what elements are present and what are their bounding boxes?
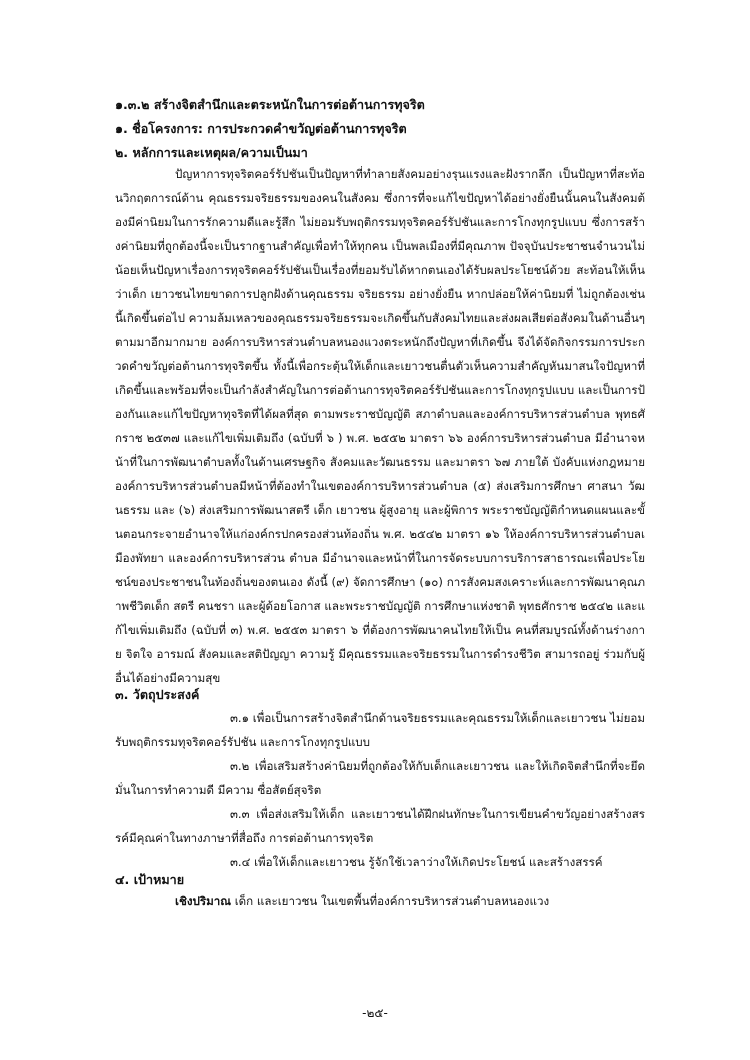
objective-item: ๓.๔ เพื่อให้เด็กและเยาวชน รู้จักใช้เวลาว่างให้เกิดประโยชน์ และสร้างสรรค์ [230, 855, 603, 869]
targets-body [115, 889, 645, 913]
project-name-heading: ๑. ชื่อโครงการ: การประกวดคำขวัญต่อต้านการทุจริต [115, 121, 407, 136]
rationale-paragraph: ปัญหาการทุจริตคอร์รัปชันเป็นปัญหาที่ทำลายสังคมอย่างรุนแรงและฝังรากลึก เป็นปัญหาที่สะท้อนวิกฤตการณ์ด้าน คุณธรรมจริยธรรมของคนในสังคม ซึ่งการที่จะแก้ไขปัญหาได้อย่างยั่งยืนนั้นคนในสังคมต้องมีค่านิยมในการรักความดีและรู้สึก ไม่ยอมรับพฤติกรรมทุจริตคอร์รัปชันและการโกงทุกรูปแบบ ซึ่งการสร้างค่านิยมที่ถูกต้องนี้จะเป็นรากฐานสำคัญเพื่อทำให้ทุกคน เป็นพลเมืองที่มีคุณภาพ ปัจจุบันประชาชนจำนวนไม่น้อยเห็นปัญหาเรื่องการทุจริตคอร์รัปชันเป็นเรื่องที่ยอมรับได้หากตนเองได้รับผลประโยชน์ด้วย สะท้อนให้เห็นว่าเด็ก เยาวชนไทยขาดการปลูกฝังด้านคุณธรรม จริยธรรม อย่างยั่งยืน หากปล่อยให้ค่านิยมที่ ไม่ถูกต้องเช่นนี้เกิดขึ้นต่อไป ความล้มเหลวของคุณธรรมจริยธรรมจะเกิดขึ้นกับสังคมไทยและส่งผลเสียต่อสังคมในด้านอื่นๆ ตามมาอีกมากมาย องค์การบริหารส่วนตำบลหนองแวงตระหนักถึงปัญหาที่เกิดขึ้น จึงได้จัดกิจกรรมการประกวดคำขวัญต่อต้านการทุจริตขึ้น ทั้งนี้เพื่อกระตุ้นให้เด็กและเยาวชนตื่นตัวเห็นความสำคัญหันมาสนใจปัญหาที่เกิดขึ้นและพร้อมที่จะเป็นกำลังสำคัญในการต่อต้านการทุจริตคอร์รัปชันและการโกงทุกรูปแบบ และเป็นการป้องกันและแก้ไขปัญหาทุจริตที่ได้ผลที่สุด ตามพระราชบัญญัติ สภาตำบลและองค์การบริหารส่วนตำบล พุทธศักราช ๒๕๓๗ และแก้ไขเพิ่มเติมถึง (ฉบับที่ ๖ ) พ.ศ. ๒๕๕๒ มาตรา ๖๖ องค์การบริหารส่วนตำบล มีอำนาจหน้าที่ในการพัฒนาตำบลทั้งในด้านเศรษฐกิจ สังคมและวัฒนธรรม และมาตรา ๖๗ ภายใต้ บังคับแห่งกฎหมาย องค์การบริหารส่วนตำบลมีหน้าที่ต้องทำในเขตองค์การบริหารส่วนตำบล (๕) ส่งเสริมการศึกษา ศาสนา วัฒนธรรม และ (๖) ส่งเสริมการพัฒนาสตรี เด็ก เยาวชน ผู้สูงอายุ และผู้พิการ พระราชบัญญัติกำหนดแผนและขั้นตอนกระจายอำนาจให้แก่องค์กรปกครองส่วนท้องถิ่น พ.ศ. ๒๕๔๒ มาตรา ๑๖ ให้องค์การบริหารส่วนตำบลเมืองพัทยา และองค์การบริหารส่วน ตำบล มีอำนาจและหน้าที่ในการจัดระบบการบริการสาธารณะเพื่อประโยชน์ของประชาชนในท้องถิ่นของตนเอง ดังนี้ (๙) จัดการศึกษา (๑๐) การสังคมสงเคราะห์และการพัฒนาคุณภาพชีวิตเด็ก สตรี คนชรา และผู้ด้อยโอกาส และพระราชบัญญัติ การศึกษาแห่งชาติ พุทธศักราช ๒๕๔๒ และแก้ไขเพิ่มเติมถึง (ฉบับที่ ๓) พ.ศ. ๒๕๕๓ มาตรา ๖ ที่ต้องการพัฒนาคนไทยให้เป็น คนที่สมบูรณ์ทั้งด้านร่างกาย จิตใจ อารมณ์ สังคมและสติปัญญา ความรู้ มีคุณธรรมและจริยธรรมในการดำรงชีวิต สามารถอยู่ ร่วมกับผู้อื่นได้อย่างมีความสุข [115, 167, 645, 685]
rationale-body [115, 162, 645, 690]
page-number: -๒๕- [362, 1006, 388, 1020]
targets-heading: ๔. เป้าหมาย [115, 872, 185, 887]
objectives-list [115, 706, 645, 874]
target-quantity-label: เชิงปริมาณ [175, 894, 231, 908]
objective-item: ๓.๑ เพื่อเป็นการสร้างจิตสำนึกด้านจริยธรรมและคุณธรรมให้เด็กและเยาวชน ไม่ยอมรับพฤติกรรมทุจริตคอร์รัปชัน และการโกงทุกรูปแบบ [115, 711, 645, 749]
objectives-heading: ๓. วัตถุประสงค์ [115, 687, 200, 702]
section-heading: ๑.๓.๒ สร้างจิตสำนึกและตระหนักในการต่อต้านการทุจริต [115, 97, 425, 112]
target-quantity-text: เด็ก และเยาวชน ในเขตพื้นที่องค์การบริหารส่วนตำบลหนองแวง [234, 894, 550, 908]
rationale-heading: ๒. หลักการและเหตุผล/ความเป็นมา [115, 145, 308, 160]
target-quantity [115, 889, 645, 913]
objective-item: ๓.๒ เพื่อเสริมสร้างค่านิยมที่ถูกต้องให้กับเด็กและเยาวชน และให้เกิดจิตสำนึกที่จะยึดมั่นในการทำความดี มีความ ซื่อสัตย์สุจริต [115, 759, 645, 797]
objective-item: ๓.๓ เพื่อส่งเสริมให้เด็ก และเยาวชนได้ฝึกฝนทักษะในการเขียนคำขวัญอย่างสร้างสรรค์มีคุณค่าในทางภาษาที่สื่อถึง การต่อต้านการทุจริต [115, 807, 645, 845]
